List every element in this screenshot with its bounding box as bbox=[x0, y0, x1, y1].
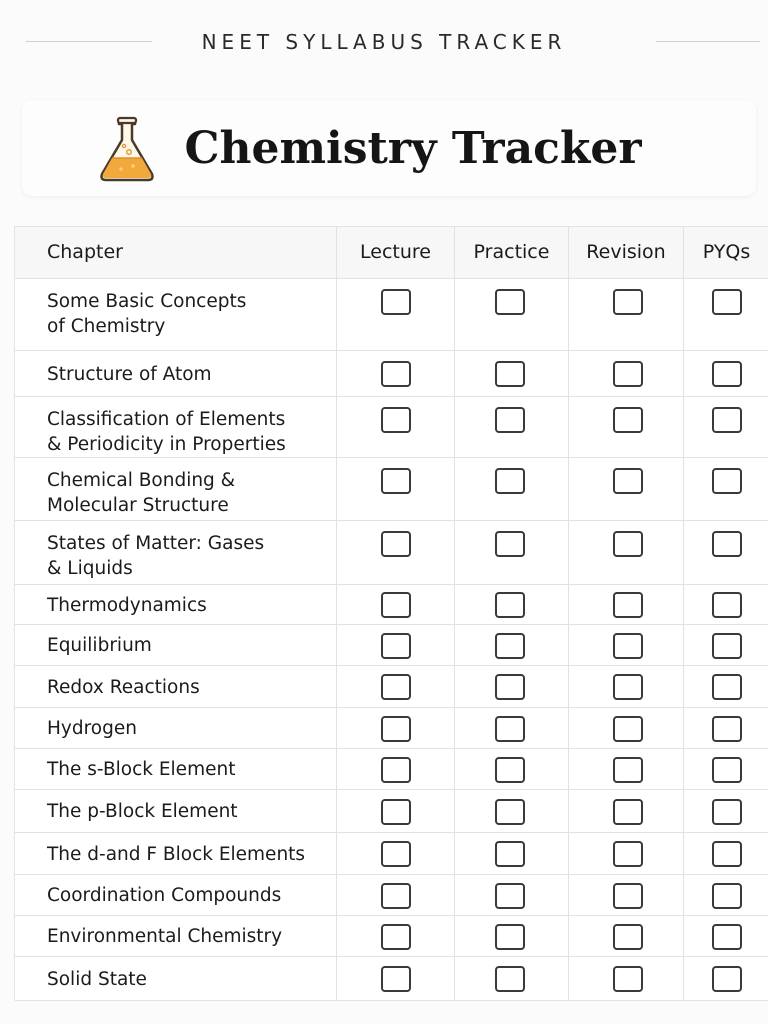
chapter-name: States of Matter: Gases & Liquids bbox=[47, 533, 265, 579]
top-header bbox=[0, 28, 768, 56]
practice-checkbox[interactable] bbox=[495, 757, 525, 783]
column-header-revision bbox=[569, 227, 684, 278]
page-title: Chemistry Tracker bbox=[184, 122, 642, 174]
lecture-checkbox[interactable] bbox=[381, 799, 411, 825]
practice-checkbox[interactable] bbox=[495, 289, 525, 315]
revision-checkbox[interactable] bbox=[613, 966, 643, 992]
table-row bbox=[15, 521, 768, 585]
revision-checkbox[interactable] bbox=[613, 361, 643, 387]
lecture-checkbox[interactable] bbox=[381, 633, 411, 659]
table-row bbox=[15, 458, 768, 521]
practice-checkbox[interactable] bbox=[495, 361, 525, 387]
practice-checkbox[interactable] bbox=[495, 407, 525, 433]
revision-checkbox[interactable] bbox=[613, 883, 643, 909]
revision-checkbox[interactable] bbox=[613, 633, 643, 659]
chapter-name: Structure of Atom bbox=[47, 364, 212, 385]
practice-checkbox[interactable] bbox=[495, 633, 525, 659]
revision-checkbox[interactable] bbox=[613, 289, 643, 315]
pyqs-checkbox[interactable] bbox=[712, 674, 742, 700]
lecture-checkbox[interactable] bbox=[381, 361, 411, 387]
table-row bbox=[15, 585, 768, 625]
practice-checkbox[interactable] bbox=[495, 531, 525, 557]
table-row bbox=[15, 397, 768, 458]
table-row bbox=[15, 351, 768, 397]
revision-checkbox[interactable] bbox=[613, 407, 643, 433]
chapter-name: Environmental Chemistry bbox=[47, 926, 283, 947]
lecture-checkbox[interactable] bbox=[381, 531, 411, 557]
chapter-name: The d-and F Block Elements bbox=[47, 844, 306, 865]
lecture-checkbox[interactable] bbox=[381, 716, 411, 742]
chapter-name: Thermodynamics bbox=[47, 595, 207, 616]
practice-checkbox[interactable] bbox=[495, 468, 525, 494]
table-row bbox=[15, 749, 768, 790]
pyqs-checkbox[interactable] bbox=[712, 361, 742, 387]
table-row bbox=[15, 279, 768, 351]
lecture-checkbox[interactable] bbox=[381, 674, 411, 700]
title-card bbox=[22, 100, 756, 196]
lecture-checkbox[interactable] bbox=[381, 407, 411, 433]
revision-checkbox[interactable] bbox=[613, 531, 643, 557]
chapter-name: Solid State bbox=[47, 969, 147, 990]
pyqs-checkbox[interactable] bbox=[712, 289, 742, 315]
column-header-chapter bbox=[15, 227, 337, 278]
pyqs-checkbox[interactable] bbox=[712, 799, 742, 825]
lecture-checkbox[interactable] bbox=[381, 592, 411, 618]
revision-checkbox[interactable] bbox=[613, 757, 643, 783]
chapter-table bbox=[14, 226, 768, 1000]
column-header-label: Practice bbox=[473, 241, 550, 263]
revision-checkbox[interactable] bbox=[613, 716, 643, 742]
revision-checkbox[interactable] bbox=[613, 592, 643, 618]
chapter-name: Classification of Elements & Periodicity in Properties bbox=[47, 409, 286, 455]
header-rule-right bbox=[656, 41, 760, 42]
practice-checkbox[interactable] bbox=[495, 674, 525, 700]
revision-checkbox[interactable] bbox=[613, 924, 643, 950]
pyqs-checkbox[interactable] bbox=[712, 468, 742, 494]
chapter-name: Redox Reactions bbox=[47, 677, 200, 698]
pyqs-checkbox[interactable] bbox=[712, 757, 742, 783]
chapter-name: The s-Block Element bbox=[47, 759, 236, 780]
pyqs-checkbox[interactable] bbox=[712, 924, 742, 950]
practice-checkbox[interactable] bbox=[495, 883, 525, 909]
table-row bbox=[15, 916, 768, 957]
pyqs-checkbox[interactable] bbox=[712, 966, 742, 992]
practice-checkbox[interactable] bbox=[495, 966, 525, 992]
chapter-name: Chemical Bonding & Molecular Structure bbox=[47, 470, 236, 516]
lecture-checkbox[interactable] bbox=[381, 289, 411, 315]
lecture-checkbox[interactable] bbox=[381, 966, 411, 992]
lecture-checkbox[interactable] bbox=[381, 757, 411, 783]
revision-checkbox[interactable] bbox=[613, 799, 643, 825]
table-row bbox=[15, 708, 768, 749]
pyqs-checkbox[interactable] bbox=[712, 716, 742, 742]
pyqs-checkbox[interactable] bbox=[712, 883, 742, 909]
practice-checkbox[interactable] bbox=[495, 799, 525, 825]
chapter-name: Coordination Compounds bbox=[47, 885, 282, 906]
column-header-label: Revision bbox=[586, 241, 666, 263]
table-row bbox=[15, 957, 768, 1001]
revision-checkbox[interactable] bbox=[613, 468, 643, 494]
pyqs-checkbox[interactable] bbox=[712, 407, 742, 433]
column-header-practice bbox=[455, 227, 569, 278]
table-row bbox=[15, 790, 768, 833]
lecture-checkbox[interactable] bbox=[381, 924, 411, 950]
pyqs-checkbox[interactable] bbox=[712, 531, 742, 557]
pyqs-checkbox[interactable] bbox=[712, 841, 742, 867]
practice-checkbox[interactable] bbox=[495, 841, 525, 867]
lecture-checkbox[interactable] bbox=[381, 468, 411, 494]
column-header-pyqs bbox=[684, 227, 768, 278]
column-header-label: PYQs bbox=[702, 241, 751, 263]
lecture-checkbox[interactable] bbox=[381, 841, 411, 867]
chapter-name: The p-Block Element bbox=[47, 801, 238, 822]
table-header-row bbox=[15, 227, 768, 279]
pyqs-checkbox[interactable] bbox=[712, 633, 742, 659]
table-row bbox=[15, 833, 768, 875]
practice-checkbox[interactable] bbox=[495, 924, 525, 950]
practice-checkbox[interactable] bbox=[495, 592, 525, 618]
revision-checkbox[interactable] bbox=[613, 841, 643, 867]
chapter-name: Some Basic Concepts of Chemistry bbox=[47, 291, 247, 337]
column-header-label: Chapter bbox=[47, 241, 123, 263]
revision-checkbox[interactable] bbox=[613, 674, 643, 700]
table-row bbox=[15, 666, 768, 708]
chapter-name: Equilibrium bbox=[47, 635, 152, 656]
pyqs-checkbox[interactable] bbox=[712, 592, 742, 618]
column-header-lecture bbox=[337, 227, 455, 278]
column-header-label: Lecture bbox=[360, 241, 431, 263]
header-label: NEET SYLLABUS TRACKER bbox=[201, 30, 567, 54]
chapter-name: Hydrogen bbox=[47, 718, 137, 739]
table-row bbox=[15, 875, 768, 916]
table-row bbox=[15, 625, 768, 666]
practice-checkbox[interactable] bbox=[495, 716, 525, 742]
flask-icon bbox=[96, 114, 158, 182]
lecture-checkbox[interactable] bbox=[381, 883, 411, 909]
header-rule-left bbox=[26, 41, 152, 42]
